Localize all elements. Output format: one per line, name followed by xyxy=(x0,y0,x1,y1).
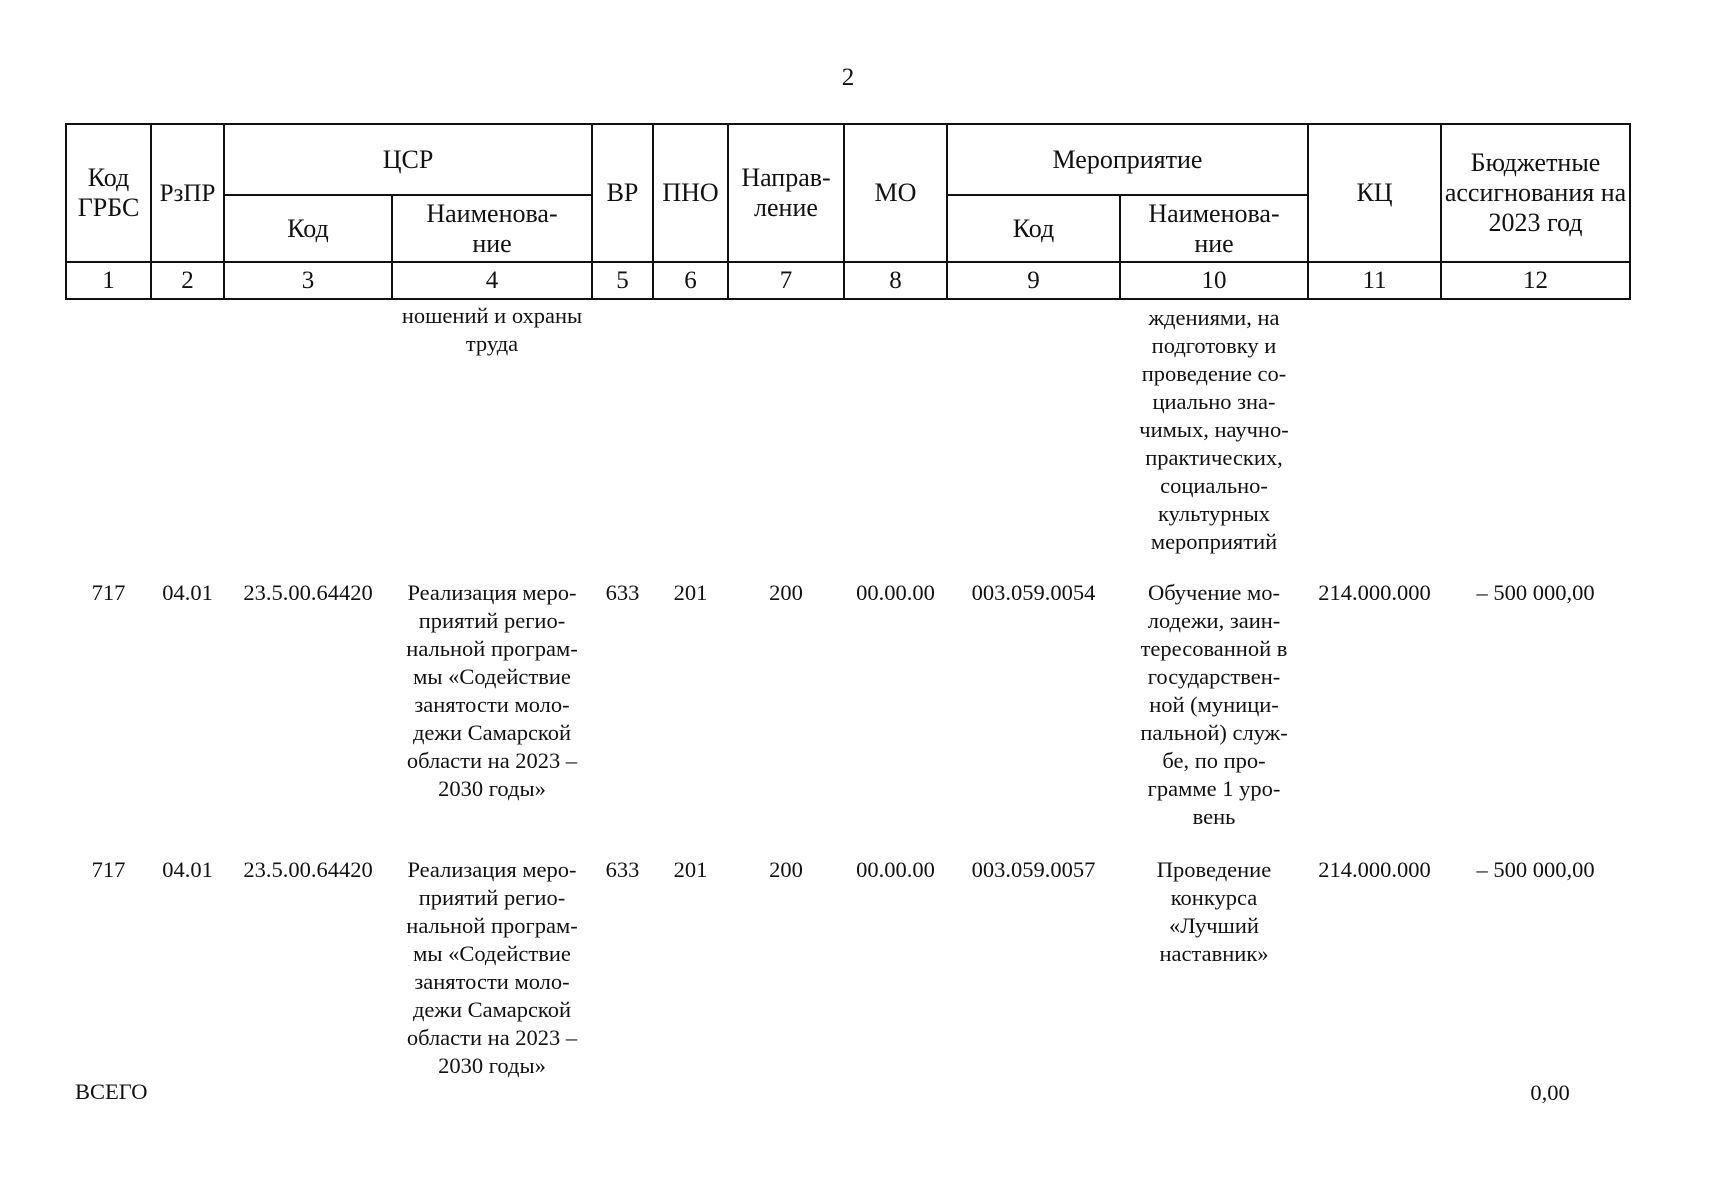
cell-csr-code: 23.5.00.64420 xyxy=(243,580,373,605)
col-number: 10 xyxy=(1201,267,1227,294)
header-rzpr: РзПР xyxy=(159,179,216,207)
cell-csr-name: Реализация меро- приятий регио- нальной програм- мы «Содействие занятости моло- дежи Самарской области на 2023 – 2030 годы» xyxy=(406,580,578,801)
col-number: 12 xyxy=(1523,267,1548,294)
continuation-csr-name: ношений и охраны труда xyxy=(401,303,583,356)
col-number: 2 xyxy=(181,267,194,294)
cell-napr: 200 xyxy=(769,857,803,882)
header-bottom-border xyxy=(65,298,1631,300)
cell-pno: 201 xyxy=(673,580,708,605)
cell-mo: 00.00.00 xyxy=(856,580,935,605)
cell-amount: – 500 000,00 xyxy=(1476,857,1595,882)
cell-napr: 200 xyxy=(769,580,803,605)
cell-rzpr: 04.01 xyxy=(162,857,213,882)
cell-mer-name: Проведение конкурса «Лучший наставник» xyxy=(1156,857,1272,966)
header-napravlenie: Направ- ление xyxy=(741,163,831,222)
col-number: 1 xyxy=(102,267,115,294)
cell-rzpr: 04.01 xyxy=(162,580,213,605)
col-number: 11 xyxy=(1362,267,1387,294)
cell-kc: 214.000.000 xyxy=(1318,857,1431,882)
header-vr: ВР xyxy=(606,178,639,207)
header-kod-grbs: Код ГРБС xyxy=(77,163,140,222)
header-kc: КЦ xyxy=(1356,178,1393,207)
total-label: ВСЕГО xyxy=(75,1079,148,1104)
col-number: 6 xyxy=(684,267,697,294)
header-pno: ПНО xyxy=(662,178,719,207)
cell-mer-code: 003.059.0057 xyxy=(971,857,1096,882)
header-meropriyatie: Мероприятие xyxy=(1052,144,1203,174)
cell-csr-name: Реализация меро- приятий регио- нальной програм- мы «Содействие занятости моло- дежи Самарской области на 2023 – 2030 годы» xyxy=(406,857,578,1078)
header-numbers-top xyxy=(65,261,1631,263)
header-mer-name: Наименова- ние xyxy=(1148,198,1280,258)
col-number: 3 xyxy=(301,267,315,294)
header-budget: Бюджетные ассигнования на 2023 год xyxy=(1444,148,1627,237)
cell-vr: 633 xyxy=(605,580,640,605)
col-number: 4 xyxy=(485,267,499,294)
cell-mo: 00.00.00 xyxy=(856,857,935,882)
col-number: 9 xyxy=(1027,267,1040,294)
col-line xyxy=(1629,123,1631,300)
header-csr-name: Наименова- ние xyxy=(426,198,558,258)
cell-amount: – 500 000,00 xyxy=(1476,580,1595,605)
cell-mer-name: Обучение мо- лодежи, заин- тересованной в государствен- ной (муници- пальной) служ- бе, по про- грамме 1 уро- вень xyxy=(1140,580,1288,829)
cell-mer-code: 003.059.0054 xyxy=(971,580,1096,605)
total-value: 0,00 xyxy=(1530,1080,1570,1105)
cell-pno: 201 xyxy=(673,857,708,882)
header-mo: МО xyxy=(874,178,917,207)
page-number: 2 xyxy=(841,64,855,91)
cell-csr-code: 23.5.00.64420 xyxy=(243,857,373,882)
header-csr-kod: Код xyxy=(287,213,329,243)
col-number: 5 xyxy=(616,267,629,294)
cell-kc: 214.000.000 xyxy=(1318,580,1431,605)
col-number: 7 xyxy=(779,267,793,294)
continuation-mer-name: ждениями, на подготовку и проведение со- циально зна- чимых, научно- практических, социально- культурных мероприятий xyxy=(1139,305,1289,554)
cell-vr: 633 xyxy=(605,857,640,882)
col-number: 8 xyxy=(889,267,902,294)
header-csr: ЦСР xyxy=(382,144,434,174)
cell-grbs: 717 xyxy=(91,580,126,605)
header-mer-kod: Код xyxy=(1012,213,1055,243)
cell-grbs: 717 xyxy=(91,857,126,882)
